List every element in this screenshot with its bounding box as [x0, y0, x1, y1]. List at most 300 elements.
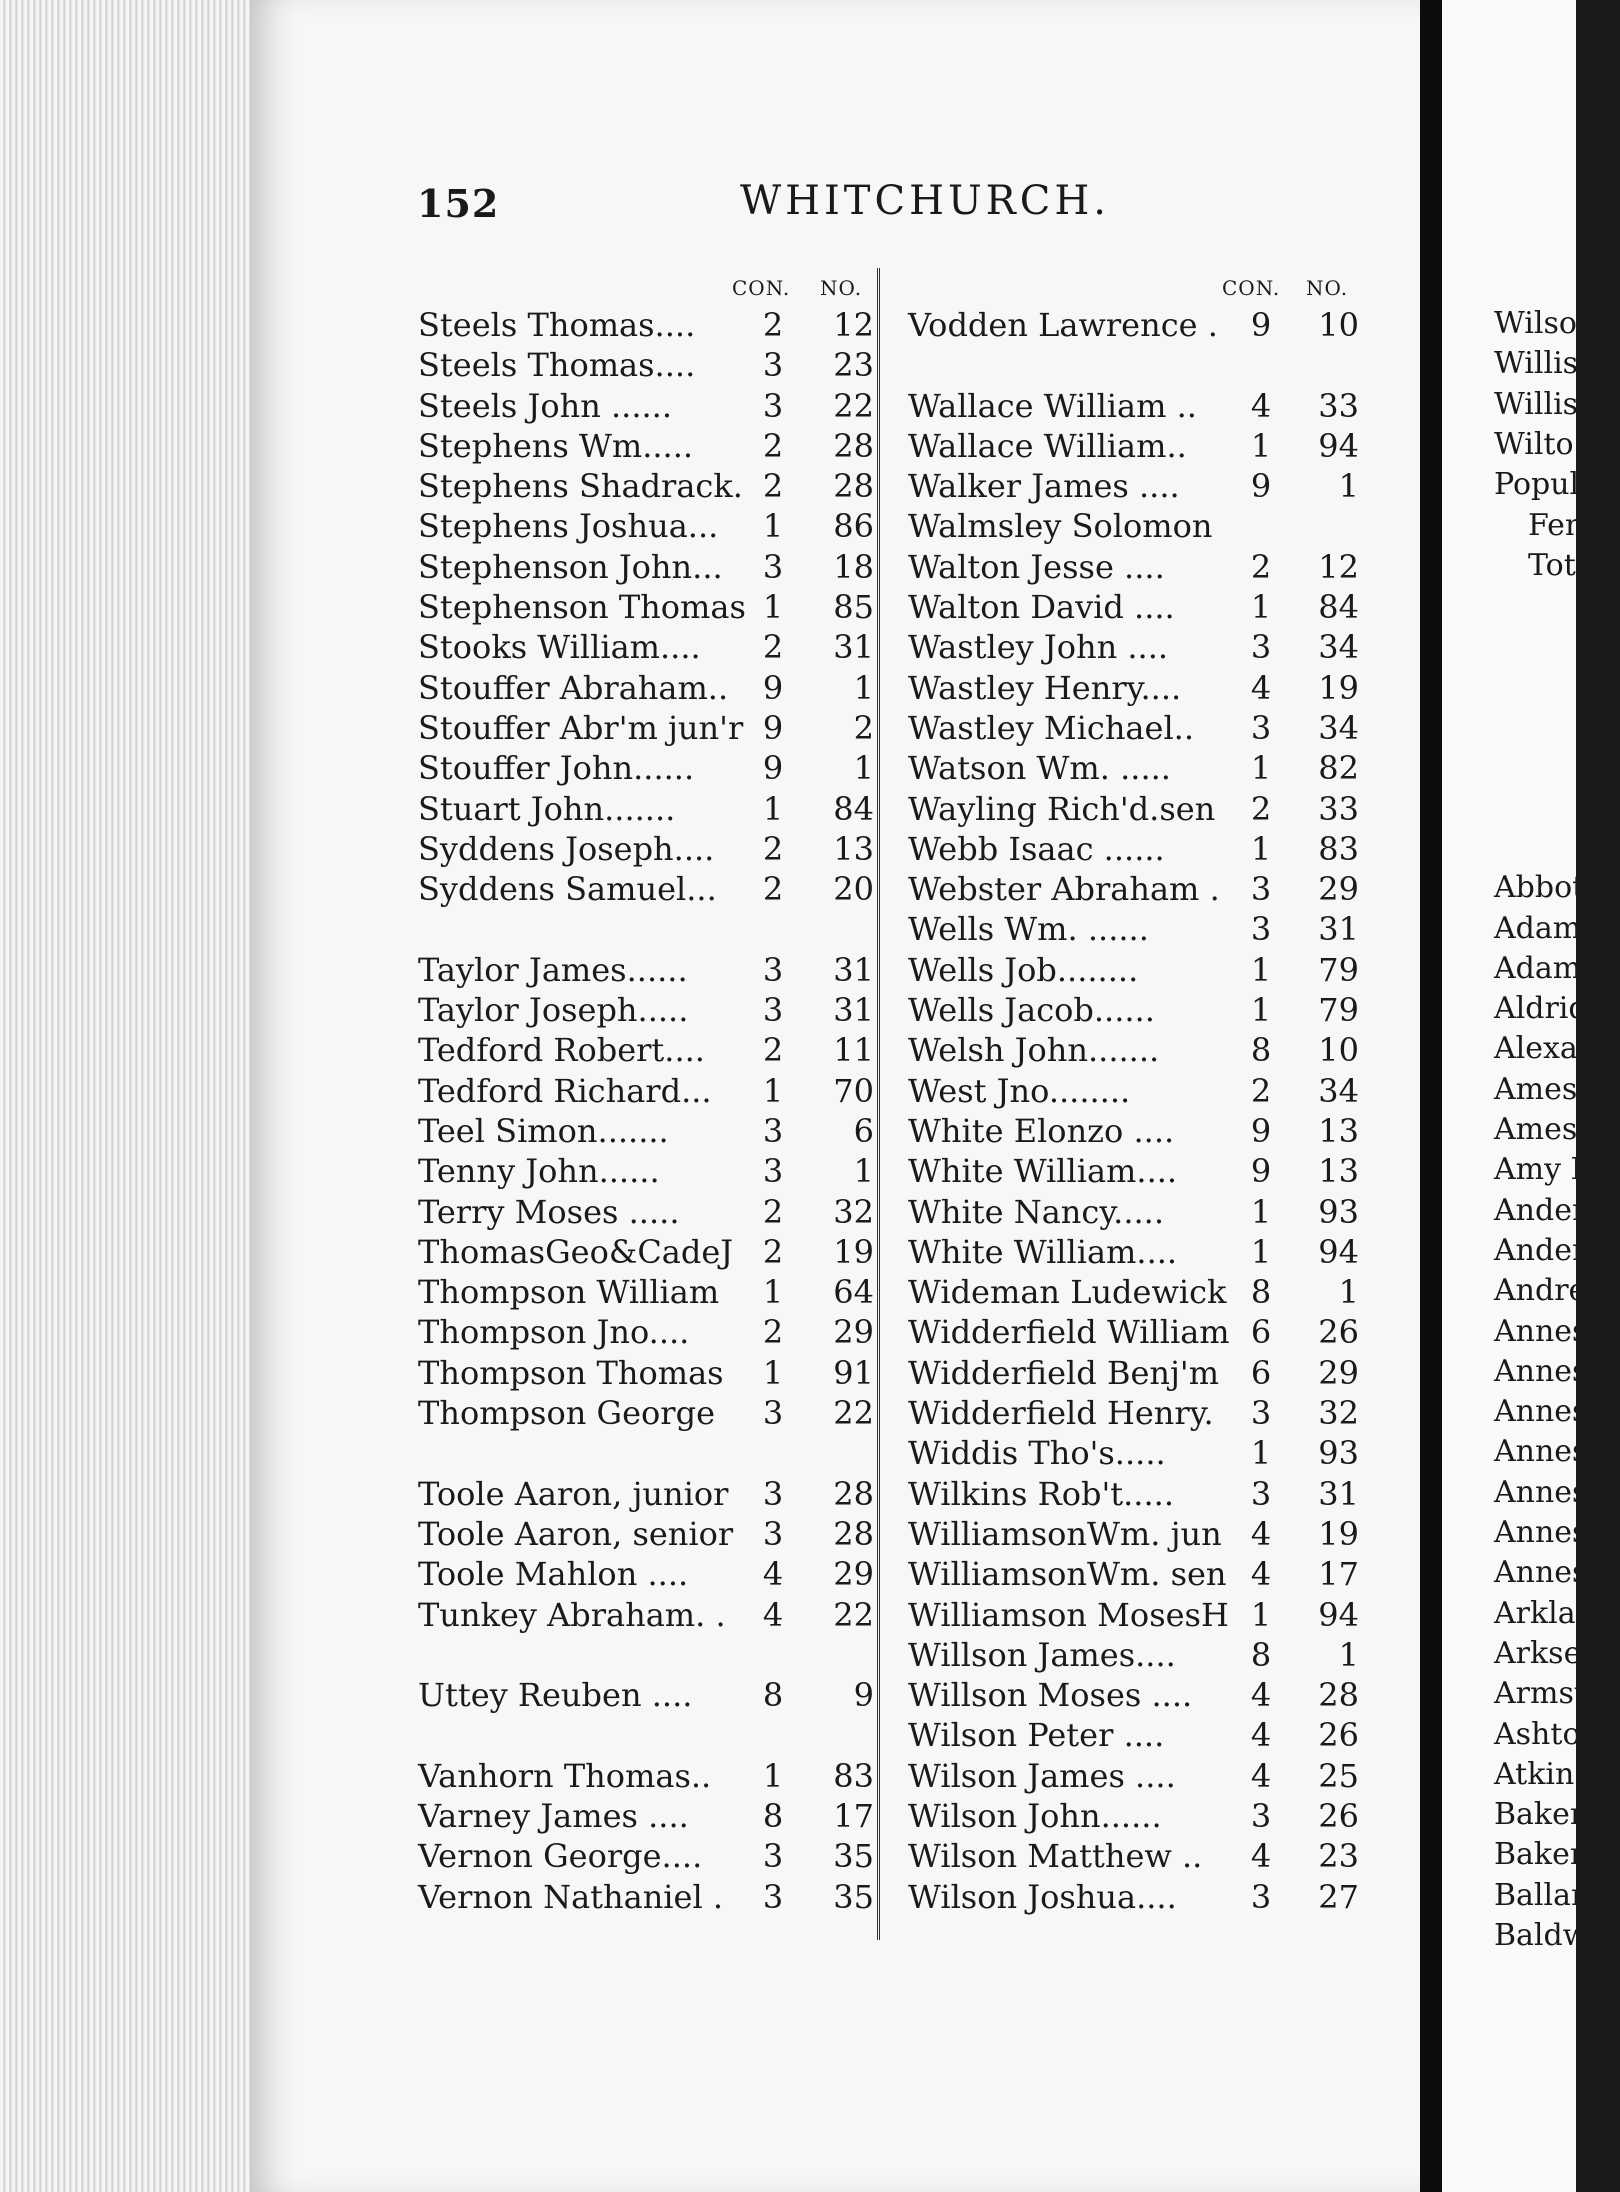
right-page-fragment: Annes — [1494, 1474, 1588, 1510]
entry-name: Widdis Tho's..... — [908, 1434, 1166, 1473]
entry-name: Wastley Henry.... — [908, 668, 1182, 707]
directory-entry — [908, 830, 1358, 870]
entry-no: 32 — [833, 1192, 874, 1231]
directory-entry — [418, 1676, 874, 1716]
entry-name: White Nancy..... — [908, 1192, 1164, 1231]
right-page-fragment: Atkinso — [1494, 1756, 1608, 1792]
entry-con: 9 — [1250, 1111, 1272, 1150]
right-page-fragment: Annes — [1494, 1515, 1588, 1550]
no-header-middle: NO. — [1306, 276, 1349, 300]
directory-entry — [908, 1072, 1358, 1112]
directory-entry — [418, 1434, 868, 1474]
entry-name: Toole Mahlon .... — [418, 1555, 689, 1594]
directory-entry — [418, 1152, 874, 1192]
entry-no: 11 — [833, 1031, 874, 1070]
entry-name: Wayling Rich'd.sen — [908, 789, 1216, 828]
entry-con: 1 — [762, 789, 784, 828]
entry-con: 3 — [762, 547, 784, 586]
entry-con: 4 — [1250, 1555, 1272, 1594]
entry-name: Stephens Joshua... — [418, 507, 719, 546]
entry-no: 17 — [1318, 1555, 1359, 1594]
entry-name: Watson Wm. ..... — [908, 749, 1171, 788]
right-page-fragment: Fen — [1528, 507, 1585, 543]
entry-no: 94 — [1318, 1232, 1359, 1271]
entry-con: 2 — [762, 1192, 784, 1231]
directory-entry — [418, 1071, 874, 1112]
entry-con: 9 — [762, 749, 784, 788]
entry-name: Taylor Joseph..... — [418, 991, 689, 1030]
entry-con: 4 — [762, 1555, 784, 1594]
entry-name: Wilson John...... — [908, 1796, 1162, 1835]
directory-entry — [418, 749, 874, 789]
entry-name: White Elonzo .... — [908, 1111, 1175, 1150]
entry-con: 2 — [762, 628, 784, 667]
directory-entry — [908, 306, 1358, 346]
entry-con: 3 — [1250, 910, 1272, 949]
entry-no: 26 — [1318, 1313, 1359, 1352]
entry-no: 19 — [1318, 1514, 1359, 1553]
entry-con: 3 — [762, 1474, 784, 1513]
directory-entry — [908, 467, 1358, 507]
directory-entry — [418, 426, 874, 467]
con-header-left: CON. — [732, 276, 791, 300]
entry-name: Toole Aaron, junior — [418, 1474, 729, 1513]
directory-entry — [418, 467, 874, 507]
entry-name: Thompson George — [418, 1394, 715, 1433]
entry-con: 9 — [1250, 467, 1272, 506]
entry-con: 2 — [762, 870, 784, 909]
entry-no: 85 — [833, 588, 874, 627]
entry-con: 3 — [762, 386, 784, 425]
right-page-fragment: Wilto — [1494, 426, 1574, 462]
entry-con: 3 — [1250, 1474, 1272, 1513]
entry-con: 1 — [762, 588, 784, 627]
entry-con: 3 — [762, 1837, 784, 1876]
entry-name: Wallace William .. — [908, 386, 1197, 425]
entry-no: 22 — [833, 1394, 874, 1433]
directory-entry — [908, 346, 1358, 386]
directory-entry — [908, 991, 1358, 1031]
entry-no: 1 — [1338, 1635, 1359, 1674]
entry-no: 27 — [1318, 1877, 1359, 1916]
entry-con: 2 — [762, 1031, 784, 1070]
entry-con: 4 — [762, 1595, 784, 1634]
entry-no: 31 — [833, 628, 874, 667]
directory-entry — [418, 346, 874, 386]
entry-no: 19 — [833, 1232, 874, 1271]
entry-no: 1 — [853, 1152, 874, 1191]
entry-no: 13 — [1318, 1111, 1359, 1150]
entry-no: 31 — [1318, 1474, 1359, 1513]
entry-no: 31 — [833, 991, 874, 1030]
entry-name: Webb Isaac ...... — [908, 829, 1165, 868]
entry-name: Wells Job........ — [908, 950, 1139, 989]
column-rule — [877, 268, 880, 1940]
right-page-fragment: Tot — [1528, 547, 1576, 583]
entry-name: Widderfield William — [908, 1313, 1230, 1352]
entry-con: 1 — [1250, 588, 1272, 627]
entry-no: 19 — [1318, 668, 1359, 707]
book-gutter — [1420, 0, 1442, 2192]
entry-name: Stouffer Abr'm jun'r — [418, 708, 744, 747]
right-page-fragment: Annes — [1494, 1313, 1588, 1349]
entry-name: Thompson Jno.... — [418, 1313, 690, 1352]
entry-no: 22 — [833, 386, 874, 425]
entry-name: Teel Simon....... — [418, 1111, 669, 1150]
entry-name: Wideman Ludewick — [908, 1273, 1227, 1312]
entry-name: Stouffer Abraham.. — [418, 668, 729, 707]
entry-no: 34 — [1318, 708, 1359, 747]
directory-entry — [908, 1475, 1358, 1515]
entry-no: 18 — [833, 547, 874, 586]
entry-name: Tedford Richard... — [418, 1071, 712, 1110]
entry-name: WilliamsonWm. jun — [908, 1514, 1222, 1553]
entry-name: Thompson Thomas — [418, 1353, 724, 1392]
right-page-fragment: Ballard — [1494, 1877, 1605, 1913]
entry-con: 3 — [1250, 628, 1272, 667]
right-page-fragment: Wilso — [1494, 306, 1577, 341]
directory-entry — [908, 870, 1358, 910]
entry-con: 3 — [1250, 1877, 1272, 1916]
directory-entry — [908, 507, 1358, 547]
entry-con: 4 — [1250, 1716, 1272, 1755]
entry-name: Willson Moses .... — [908, 1676, 1193, 1715]
right-page-fragment: Andre — [1494, 1273, 1587, 1309]
directory-entry — [908, 1112, 1358, 1152]
directory-entry — [908, 548, 1358, 588]
entry-no: 84 — [833, 789, 874, 828]
entry-con: 3 — [1250, 1394, 1272, 1433]
entry-name: Vernon Nathaniel . — [418, 1877, 724, 1916]
entry-con: 1 — [1250, 749, 1272, 788]
right-page-fragment: Ames — [1494, 1071, 1578, 1107]
entry-no: 9 — [853, 1676, 874, 1715]
entry-no: 91 — [833, 1353, 874, 1392]
entry-name: Wallace William.. — [908, 426, 1187, 465]
entry-con: 6 — [1250, 1313, 1272, 1352]
entry-name: Stephenson Thomas — [418, 588, 746, 627]
right-page-fragment: Annes — [1494, 1555, 1588, 1591]
directory-entry — [418, 1192, 874, 1233]
no-header-left: NO. — [820, 276, 863, 300]
directory-entry — [908, 427, 1358, 467]
entry-name: Tedford Robert.... — [418, 1031, 705, 1070]
entry-con: 2 — [762, 306, 784, 344]
entry-name: Wilson Peter .... — [908, 1716, 1165, 1755]
right-page — [1442, 0, 1620, 2192]
directory-entry — [418, 1474, 874, 1515]
directory-entry — [418, 789, 874, 830]
entry-name: Stephens Wm..... — [418, 426, 694, 465]
entry-con: 9 — [1250, 306, 1272, 344]
entry-con: 8 — [1250, 1031, 1272, 1070]
directory-entry — [908, 749, 1358, 789]
entry-name: Vanhorn Thomas.. — [418, 1756, 712, 1795]
entry-no: 28 — [833, 1474, 874, 1513]
directory-entry — [418, 1514, 874, 1555]
entry-con: 1 — [1250, 1595, 1272, 1634]
directory-entry — [418, 588, 874, 628]
directory-entry — [418, 1837, 874, 1877]
directory-entry — [418, 1796, 874, 1837]
right-page-fragment: Ashton — [1494, 1716, 1600, 1752]
entry-con: 3 — [1250, 708, 1272, 747]
entry-con: 8 — [1250, 1635, 1272, 1674]
entry-name: Vernon George.... — [418, 1837, 703, 1876]
directory-entry — [418, 1636, 868, 1676]
directory-entry — [418, 870, 874, 910]
directory-entry — [908, 709, 1358, 749]
entry-con: 4 — [1250, 1676, 1272, 1715]
right-page-fragment: Adams — [1494, 910, 1597, 946]
entry-con: 4 — [1250, 1756, 1272, 1795]
entry-con: 8 — [1250, 1273, 1272, 1312]
entry-no: 17 — [833, 1796, 874, 1835]
entry-name: Tenny John...... — [418, 1152, 660, 1191]
entry-con: 4 — [1250, 1837, 1272, 1876]
right-page-fragment: Annes — [1494, 1394, 1588, 1430]
entry-no: 23 — [1318, 1837, 1359, 1876]
right-page-fragment: Willis — [1494, 386, 1579, 422]
directory-entry — [908, 790, 1358, 830]
entry-con: 2 — [1250, 789, 1272, 828]
entry-no: 82 — [1318, 749, 1359, 788]
entry-name: Stouffer John...... — [418, 749, 695, 788]
entry-no: 33 — [1318, 386, 1359, 425]
entry-con: 2 — [1250, 1071, 1272, 1110]
entry-no: 28 — [833, 1514, 874, 1553]
entry-con: 3 — [762, 1877, 784, 1916]
entry-no: 29 — [1318, 870, 1359, 909]
directory-entry — [908, 1273, 1358, 1313]
entry-no: 28 — [833, 467, 874, 506]
entry-name: Toole Aaron, senior — [418, 1514, 734, 1553]
entry-name: Williamson MosesH — [908, 1595, 1229, 1634]
right-page-fragment: Baker N — [1494, 1837, 1620, 1873]
entry-con: 4 — [1250, 386, 1272, 425]
directory-entry — [418, 950, 874, 991]
entry-name: Tunkey Abraham. . — [418, 1595, 726, 1634]
entry-con: 9 — [1250, 1152, 1272, 1191]
directory-entry — [418, 1555, 874, 1595]
directory-entry — [418, 1716, 868, 1756]
directory-entry — [908, 1636, 1358, 1676]
right-page-fragment: Abbot — [1494, 870, 1585, 906]
entry-no: 26 — [1318, 1796, 1359, 1835]
entry-name: Stuart John....... — [418, 789, 676, 828]
entry-name: Stephens Shadrack. — [418, 467, 743, 506]
directory-entry — [908, 1596, 1358, 1636]
entry-no: 20 — [833, 870, 874, 909]
entry-con: 8 — [762, 1796, 784, 1835]
book-page-edges — [0, 0, 290, 2192]
entry-no: 1 — [1338, 1273, 1359, 1312]
entry-con: 3 — [1250, 1796, 1272, 1835]
directory-entry — [908, 1716, 1358, 1756]
entry-no: 79 — [1318, 991, 1359, 1030]
entry-con: 3 — [762, 1152, 784, 1191]
directory-entry — [418, 1111, 874, 1152]
directory-entry — [418, 829, 874, 870]
entry-no: 13 — [833, 829, 874, 868]
left-column — [418, 306, 874, 1918]
entry-no: 22 — [833, 1595, 874, 1634]
entry-no: 28 — [1318, 1676, 1359, 1715]
directory-entry — [418, 1273, 874, 1313]
entry-no: 13 — [1318, 1152, 1359, 1191]
directory-entry — [418, 1353, 874, 1394]
directory-entry — [418, 1031, 874, 1071]
entry-no: 29 — [1318, 1353, 1359, 1392]
directory-entry — [418, 1877, 874, 1918]
entry-no: 31 — [1318, 910, 1359, 949]
entry-name: Welsh John....... — [908, 1031, 1160, 1070]
directory-entry — [418, 668, 874, 709]
entry-con: 3 — [762, 1111, 784, 1150]
entry-name: Stooks William.... — [418, 628, 701, 667]
directory-entry — [418, 386, 874, 427]
directory-entry — [908, 1434, 1358, 1474]
running-head: WHITCHURCH. — [740, 178, 1110, 224]
entry-name: White William.... — [908, 1152, 1178, 1191]
entry-name: Wastley John .... — [908, 628, 1169, 667]
entry-con: 3 — [762, 346, 784, 385]
right-page-fragment: Arklan — [1494, 1595, 1595, 1631]
directory-entry — [908, 910, 1358, 950]
directory-entry — [908, 1313, 1358, 1353]
entry-name: Webster Abraham . — [908, 870, 1220, 909]
entry-name: Uttey Reuben .... — [418, 1676, 693, 1715]
entry-no: 1 — [853, 668, 874, 707]
entry-name: Walker James .... — [908, 467, 1180, 506]
entry-con: 1 — [1250, 1434, 1272, 1473]
right-page-fragment: Adams — [1494, 950, 1597, 986]
entry-no: 79 — [1318, 950, 1359, 989]
right-page-fragment: Armstr — [1494, 1676, 1601, 1712]
directory-entry — [418, 547, 874, 588]
entry-name: Wastley Michael.. — [908, 708, 1195, 747]
entry-no: 1 — [1338, 467, 1359, 506]
directory-entry — [908, 1555, 1358, 1595]
entry-no: 28 — [833, 426, 874, 465]
right-page-fragment: Annes — [1494, 1434, 1588, 1470]
entry-name: Wells Jacob...... — [908, 991, 1155, 1030]
entry-name: Steels Thomas.... — [418, 306, 696, 344]
right-page-fragment: Arksey — [1494, 1635, 1599, 1671]
directory-entry — [908, 1878, 1358, 1918]
directory-entry — [908, 1515, 1358, 1555]
entry-name: Wilson James .... — [908, 1756, 1176, 1795]
entry-con: 9 — [762, 708, 784, 747]
entry-name: Syddens Joseph.... — [418, 829, 715, 868]
entry-no: 31 — [833, 950, 874, 989]
directory-entry — [418, 991, 874, 1031]
right-page-fragment: Amy N — [1494, 1152, 1597, 1188]
right-page-fragment: Aldrid — [1494, 991, 1588, 1027]
entry-name: Thompson William — [418, 1273, 720, 1312]
entry-con: 1 — [762, 1756, 784, 1795]
entry-con: 1 — [1250, 426, 1272, 465]
entry-con: 1 — [1250, 1192, 1272, 1231]
directory-entry — [908, 628, 1358, 668]
entry-name: Widderfield Benj'm — [908, 1353, 1220, 1392]
entry-con: 1 — [762, 1353, 784, 1392]
entry-con: 2 — [762, 829, 784, 868]
directory-entry — [908, 951, 1358, 991]
directory-entry — [908, 387, 1358, 427]
entry-con: 6 — [1250, 1353, 1272, 1392]
entry-con: 1 — [762, 1071, 784, 1110]
entry-name: Walton Jesse .... — [908, 547, 1165, 586]
entry-no: 23 — [833, 346, 874, 385]
entry-no: 10 — [1318, 1031, 1359, 1070]
directory-entry — [418, 1756, 874, 1797]
entry-con: 2 — [762, 426, 784, 465]
entry-no: 32 — [1318, 1394, 1359, 1433]
entry-name: Stephenson John... — [418, 547, 723, 586]
entry-con: 1 — [1250, 1232, 1272, 1271]
entry-no: 35 — [833, 1837, 874, 1876]
right-page-fragment: Baldwi — [1494, 1918, 1599, 1953]
entry-no: 83 — [1318, 829, 1359, 868]
entry-name: Walmsley Solomon — [908, 507, 1213, 546]
entry-con: 2 — [762, 1232, 784, 1271]
entry-no: 86 — [833, 507, 874, 546]
directory-entry — [908, 1233, 1358, 1273]
directory-entry — [908, 1837, 1358, 1877]
entry-no: 12 — [833, 306, 874, 344]
entry-no: 29 — [833, 1555, 874, 1594]
directory-entry — [418, 1313, 874, 1353]
entry-no: 84 — [1318, 588, 1359, 627]
entry-name: Willson James.... — [908, 1635, 1176, 1674]
directory-entry — [908, 1757, 1358, 1797]
entry-con: 4 — [1250, 668, 1272, 707]
entry-name: Terry Moses ..... — [418, 1192, 680, 1231]
entry-no: 12 — [1318, 547, 1359, 586]
directory-entry — [908, 588, 1358, 628]
entry-name: ThomasGeo&CadeJ — [418, 1232, 734, 1271]
entry-no: 29 — [833, 1313, 874, 1352]
directory-entry — [908, 1676, 1358, 1716]
directory-entry — [908, 1193, 1358, 1233]
right-page-fragment: Anders — [1494, 1232, 1602, 1268]
entry-no: 83 — [833, 1756, 874, 1795]
entry-con: 3 — [762, 950, 784, 989]
directory-entry — [908, 1394, 1358, 1434]
right-page-fragment: Amesb — [1494, 1112, 1597, 1147]
directory-entry — [418, 306, 874, 346]
entry-con: 9 — [762, 668, 784, 707]
right-page-fragment: Popul — [1494, 467, 1580, 503]
directory-entry — [418, 507, 874, 547]
con-header-middle: CON. — [1222, 276, 1281, 300]
entry-name: WilliamsonWm. sen — [908, 1555, 1227, 1594]
directory-entry — [908, 1031, 1358, 1071]
entry-con: 3 — [762, 991, 784, 1030]
entry-no: 2 — [853, 708, 874, 747]
entry-con: 1 — [1250, 991, 1272, 1030]
entry-no: 6 — [853, 1111, 874, 1150]
entry-name: Steels John ...... — [418, 386, 672, 425]
right-page-fragment: Annes — [1494, 1353, 1588, 1389]
entry-no: 34 — [1318, 1071, 1359, 1110]
directory-entry — [908, 1354, 1358, 1394]
entry-con: 1 — [762, 507, 784, 546]
entry-con: 2 — [762, 467, 784, 506]
directory-entry — [418, 910, 868, 950]
entry-con: 4 — [1250, 1514, 1272, 1553]
